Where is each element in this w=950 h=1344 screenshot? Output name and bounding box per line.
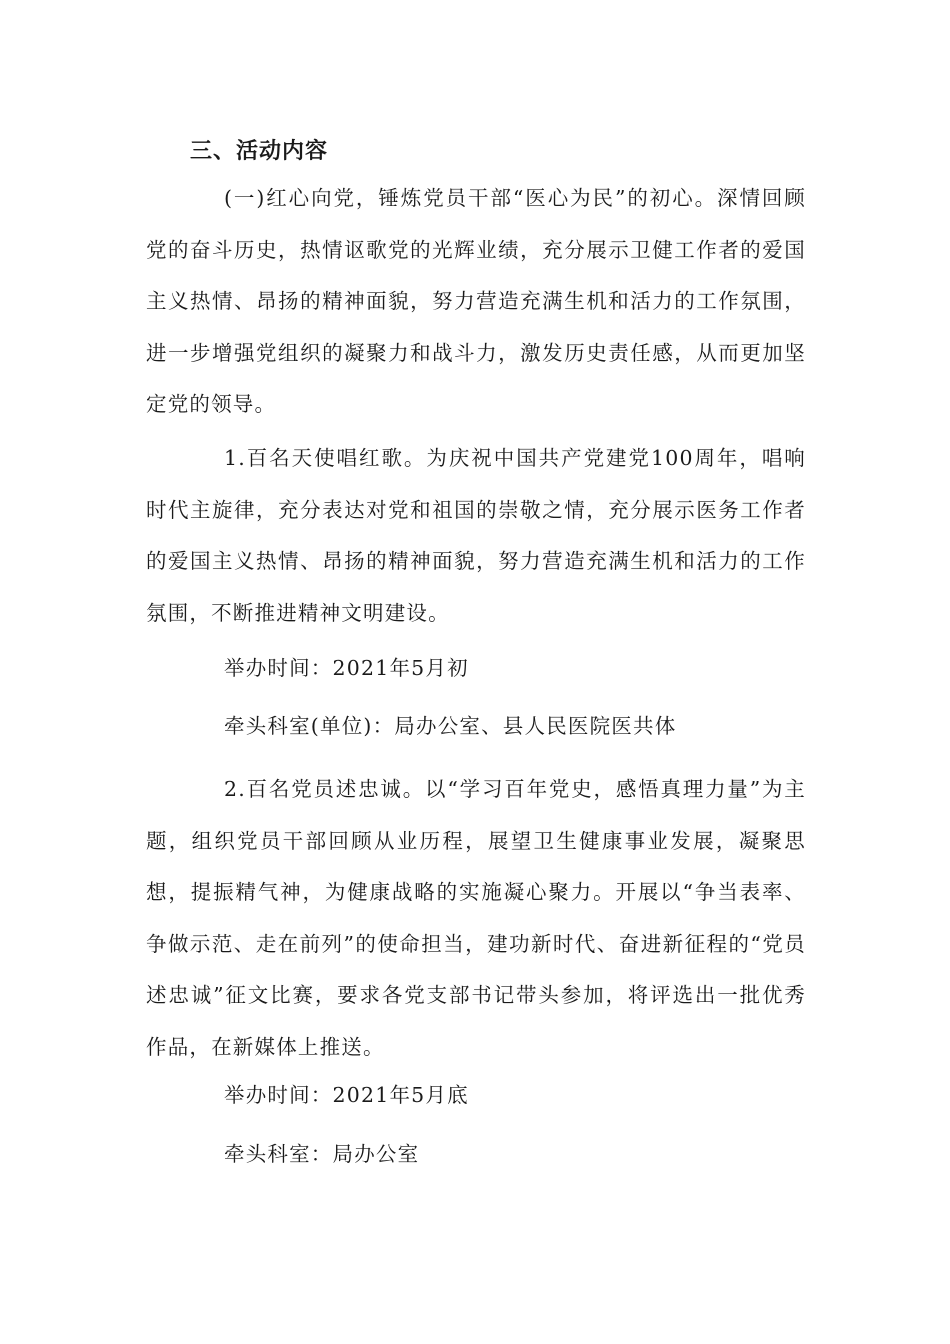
- item1-time: 举办时间：2021年5月初: [224, 656, 469, 680]
- item2-lead-unit: 牵头科室：局办公室: [224, 1142, 420, 1166]
- intro-paragraph: (一)红心向党，锤炼党员干部“医心为民”的初心。深情回顾党的奋斗历史，热情讴歌党的光辉业绩，充分展示卫健工作者的爱国主义热情、昂扬的精神面貌，努力营造充满生机和活力的工作氛围，进一步增强党组织的凝聚力和战斗力，激发历史责任感，从而更加坚定党的领导。: [146, 186, 806, 416]
- item2-time: 举办时间：2021年5月底: [224, 1083, 469, 1107]
- item1-lead-unit: 牵头科室(单位)：局办公室、县人民医院医共体: [224, 714, 677, 738]
- item2-paragraph: 2.百名党员述忠诚。以“学习百年党史，感悟真理力量”为主题，组织党员干部回顾从业历程，展望卫生健康事业发展，凝聚思想，提振精气神，为健康战略的实施凝心聚力。开展以“争当表率、争做示范、走在前列”的使命担当，建功新时代、奋进新征程的“党员述忠诚”征文比赛，要求各党支部书记带头参加，将评选出一批优秀作品，在新媒体上推送。: [146, 777, 806, 1059]
- item1-paragraph: 1.百名天使唱红歌。为庆祝中国共产党建党100周年，唱响时代主旋律，充分表达对党和祖国的崇敬之情，充分展示医务工作者的爱国主义热情、昂扬的精神面貌，努力营造充满生机和活力的工作氛围，不断推进精神文明建设。: [146, 446, 806, 625]
- section-heading: 三、活动内容: [190, 139, 329, 164]
